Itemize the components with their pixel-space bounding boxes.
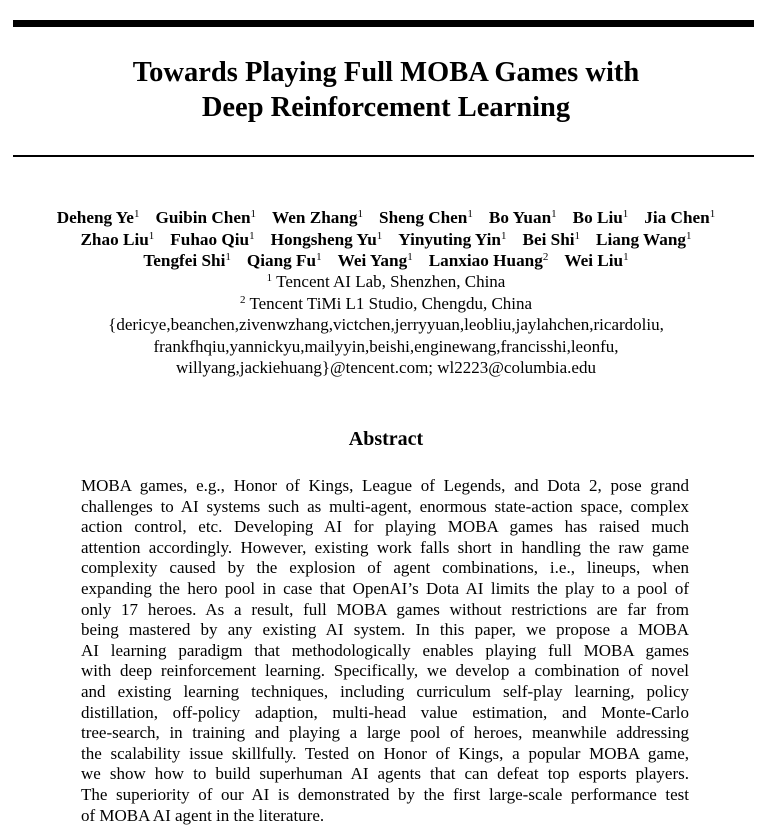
- author-line: [0, 229, 772, 251]
- abstract-line: only 17 heroes. As a result, full MOBA games without restrictions are far from: [81, 599, 689, 619]
- author-name-text: Jia Chen: [644, 208, 710, 227]
- abstract-line: attention accordingly. However, existing work falls short in handling the raw game: [81, 537, 689, 557]
- author-name: [429, 251, 549, 270]
- author-affiliation-mark: 1: [709, 208, 716, 220]
- author-affiliation-mark: 1: [467, 208, 473, 220]
- author-name-text: Zhao Liu: [80, 229, 149, 249]
- author-name: [271, 230, 383, 249]
- author-name: [155, 208, 256, 227]
- author-name: [489, 208, 557, 227]
- author-name-text: Qiang Fu: [246, 251, 317, 270]
- author-name: [573, 208, 629, 227]
- author-name: [57, 208, 140, 227]
- author-name: [644, 208, 715, 227]
- author-affiliation-mark: 1: [148, 229, 155, 242]
- author-name: [596, 230, 691, 249]
- affiliation-1: [0, 271, 772, 293]
- author-name-text: Lanxiao Huang: [428, 251, 543, 270]
- author-affiliation-mark: 1: [250, 208, 257, 220]
- author-name-text: Wei Yang: [337, 251, 408, 270]
- author-affiliation-mark: 1: [500, 229, 507, 242]
- paper-title: [0, 55, 772, 125]
- author-affiliation-mark: 1: [622, 208, 629, 220]
- author-name-text: Bo Yuan: [488, 208, 552, 227]
- abstract-line: complexity caused by the explosion of agent combinations, i.e., lineups, when: [81, 558, 689, 578]
- author-affiliation-mark: 1: [551, 208, 557, 220]
- author-name-text: Tengfei Shi: [143, 251, 226, 270]
- title-rule: [13, 155, 754, 157]
- abstract-line: the scalability issue skillfully. Tested on Honor of Kings, a popular MOBA game,: [81, 743, 689, 763]
- affiliation-2-mark: 2: [239, 293, 246, 306]
- affiliation-2-text: Tencent TiMi L1 Studio, Chengdu, China: [249, 293, 533, 313]
- author-name: [398, 230, 506, 249]
- author-affiliation-mark: 1: [407, 251, 413, 263]
- author-affiliation-mark: 1: [225, 251, 231, 263]
- abstract-line: with deep reinforcement learning. Specifically, we develop a combination of novel: [81, 661, 689, 681]
- affiliation-1-text: Tencent AI Lab, Shenzhen, China: [276, 272, 506, 291]
- author-line: [0, 250, 772, 272]
- author-affiliation-mark: 1: [133, 208, 140, 220]
- top-rule: [13, 20, 754, 27]
- abstract-heading: Abstract: [348, 428, 424, 450]
- affiliation-2: [0, 293, 772, 315]
- email-line-2: frankfhqiu,yannickyu,mailyyin,beishi,enginewang,francisshi,leonfu,: [153, 336, 619, 356]
- author-name: [247, 251, 322, 270]
- abstract-line: action control, etc. Developing AI for playing MOBA games has raised much: [81, 517, 689, 537]
- abstract-line: distillation, off-policy adaption, multi-head value estimation, and Monte-Carlo: [81, 702, 689, 722]
- author-affiliation-mark: 1: [316, 251, 322, 263]
- author-name: [379, 208, 473, 227]
- abstract-line: expanding the hero pool in case that OpenAI’s Dota AI limits the play to a pool of: [81, 578, 689, 598]
- title-line-2: Deep Reinforcement Learning: [201, 92, 571, 123]
- affiliation-1-mark: 1: [266, 272, 273, 284]
- author-name-text: Sheng Chen: [379, 208, 468, 227]
- abstract-line: AI learning paradigm that methodologically enables playing full MOBA games: [81, 640, 689, 660]
- author-name-text: Hongsheng Yu: [270, 229, 377, 249]
- abstract-line: tree-search, in training and playing a large pool of heroes, meanwhile addressing: [81, 723, 689, 743]
- author-name-text: Bo Liu: [572, 208, 623, 227]
- email-line-3: willyang,jackiehuang}@tencent.com; wl2223@columbia.edu: [176, 358, 596, 377]
- author-affiliation-mark: 2: [542, 251, 549, 263]
- author-name: [522, 230, 580, 249]
- author-name: [170, 230, 254, 249]
- author-name-text: Yinyuting Yin: [398, 229, 501, 249]
- email-line-1: {dericye,beanchen,zivenwzhang,victchen,jerryyuan,leobliu,jaylahchen,ricardoliu,: [108, 315, 664, 334]
- abstract-line: and existing learning techniques, including curriculum self-play learning, policy: [81, 681, 689, 701]
- affiliations: [0, 271, 772, 379]
- abstract-line: we show how to build superhuman AI agents that can defeat top esports players.: [81, 764, 689, 784]
- author-name-text: Guibin Chen: [155, 208, 251, 227]
- author-affiliation-mark: 1: [623, 251, 629, 263]
- author-affiliation-mark: 1: [249, 229, 255, 242]
- author-name: [143, 251, 230, 270]
- author-affiliation-mark: 1: [357, 208, 364, 220]
- abstract-body: [81, 476, 689, 826]
- author-affiliation-mark: 1: [686, 229, 692, 242]
- abstract-line: of MOBA AI agent in the literature.: [81, 805, 325, 825]
- author-affiliation-mark: 1: [376, 229, 383, 242]
- author-name: [80, 230, 154, 249]
- author-name-text: Wei Liu: [564, 251, 624, 270]
- abstract-line: The superiority of our AI is demonstrated by the first large-scale performance test: [81, 784, 689, 804]
- author-name-text: Wen Zhang: [272, 208, 358, 227]
- abstract-line: MOBA games, e.g., Honor of Kings, League of Legends, and Dota 2, pose grand: [81, 476, 689, 495]
- author-name: [564, 251, 628, 270]
- author-line: [0, 207, 772, 229]
- abstract-line: challenges to AI systems such as multi-agent, enormous state-action space, complex: [81, 496, 689, 516]
- author-name-text: Fuhao Qiu: [170, 229, 250, 249]
- title-line-1: Towards Playing Full MOBA Games with: [132, 57, 640, 88]
- author-affiliation-mark: 1: [574, 229, 581, 242]
- author-list: [0, 207, 772, 272]
- author-name-text: Deheng Ye: [56, 208, 134, 227]
- author-name: [338, 251, 413, 270]
- author-name: [272, 208, 363, 227]
- abstract-line: being mastered by any existing AI system. In this paper, we propose a MOBA: [81, 620, 689, 640]
- author-name-text: Liang Wang: [596, 229, 687, 249]
- author-name-text: Bei Shi: [522, 229, 575, 249]
